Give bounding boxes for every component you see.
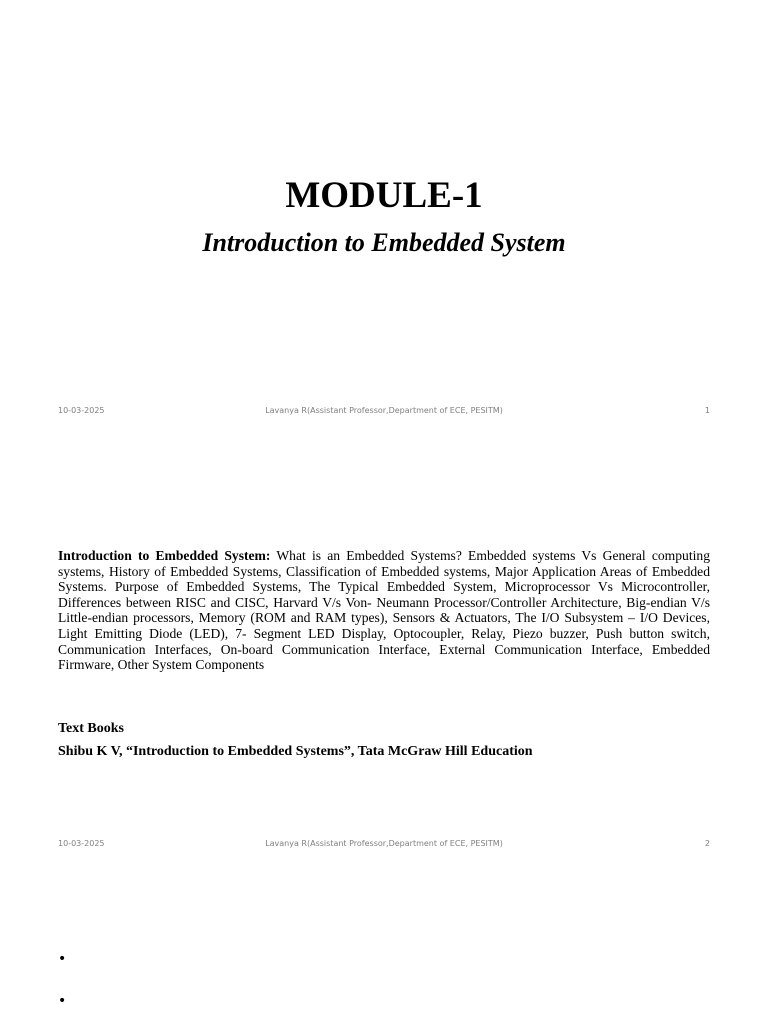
footer-author: Lavanya R(Assistant Professor,Department of ECE, PESITM) <box>265 839 503 848</box>
slide-1 <box>0 0 768 432</box>
footer-date: 10-03-2025 <box>58 839 105 848</box>
footer-date: 10-03-2025 <box>58 406 105 415</box>
textbook-entry: Shibu K V, “Introduction to Embedded Systems”, Tata McGraw Hill Education <box>58 744 533 759</box>
syllabus-lead: Introduction to Embedded System: <box>58 548 271 563</box>
syllabus-paragraph <box>58 548 710 673</box>
syllabus-body: What is an Embedded Systems? Embedded systems Vs General computing systems, History of Embedded Systems, Classification of Embedded systems, Major Application Areas of Embedded Systems. Purpose of Embedded Systems, The Typical Embedded System, Microprocessor Vs Microcontroller, Differences between RISC and CISC, Harvard V/s Von- Neumann Processor/Controller Architecture, Big-endian V/s Little-endian processors, Memory (ROM and RAM types), Sensors & Actuators, The I/O Subsystem – I/O Devices, Light Emitting Diode (LED), 7- Segment LED Display, Optocoupler, Relay, Piezo buzzer, Push button switch, Communication Interfaces, On-board Communication Interface, External Communication Interface, Embedded Firmware, Other System Components <box>58 548 710 673</box>
slide-2 <box>0 432 768 864</box>
module-title: MODULE-1 <box>285 175 483 216</box>
module-subtitle: Introduction to Embedded System <box>202 228 566 257</box>
footer-page-number: 1 <box>704 406 710 415</box>
slide-3 <box>0 864 768 1024</box>
bullet-point: • <box>58 993 67 1009</box>
textbooks-heading: Text Books <box>58 721 125 736</box>
slide-footer <box>58 404 710 418</box>
footer-author: Lavanya R(Assistant Professor,Department of ECE, PESITM) <box>265 406 503 415</box>
footer-page-number: 2 <box>704 839 710 848</box>
bullet-point: • <box>58 951 67 967</box>
slide-footer <box>58 837 710 851</box>
